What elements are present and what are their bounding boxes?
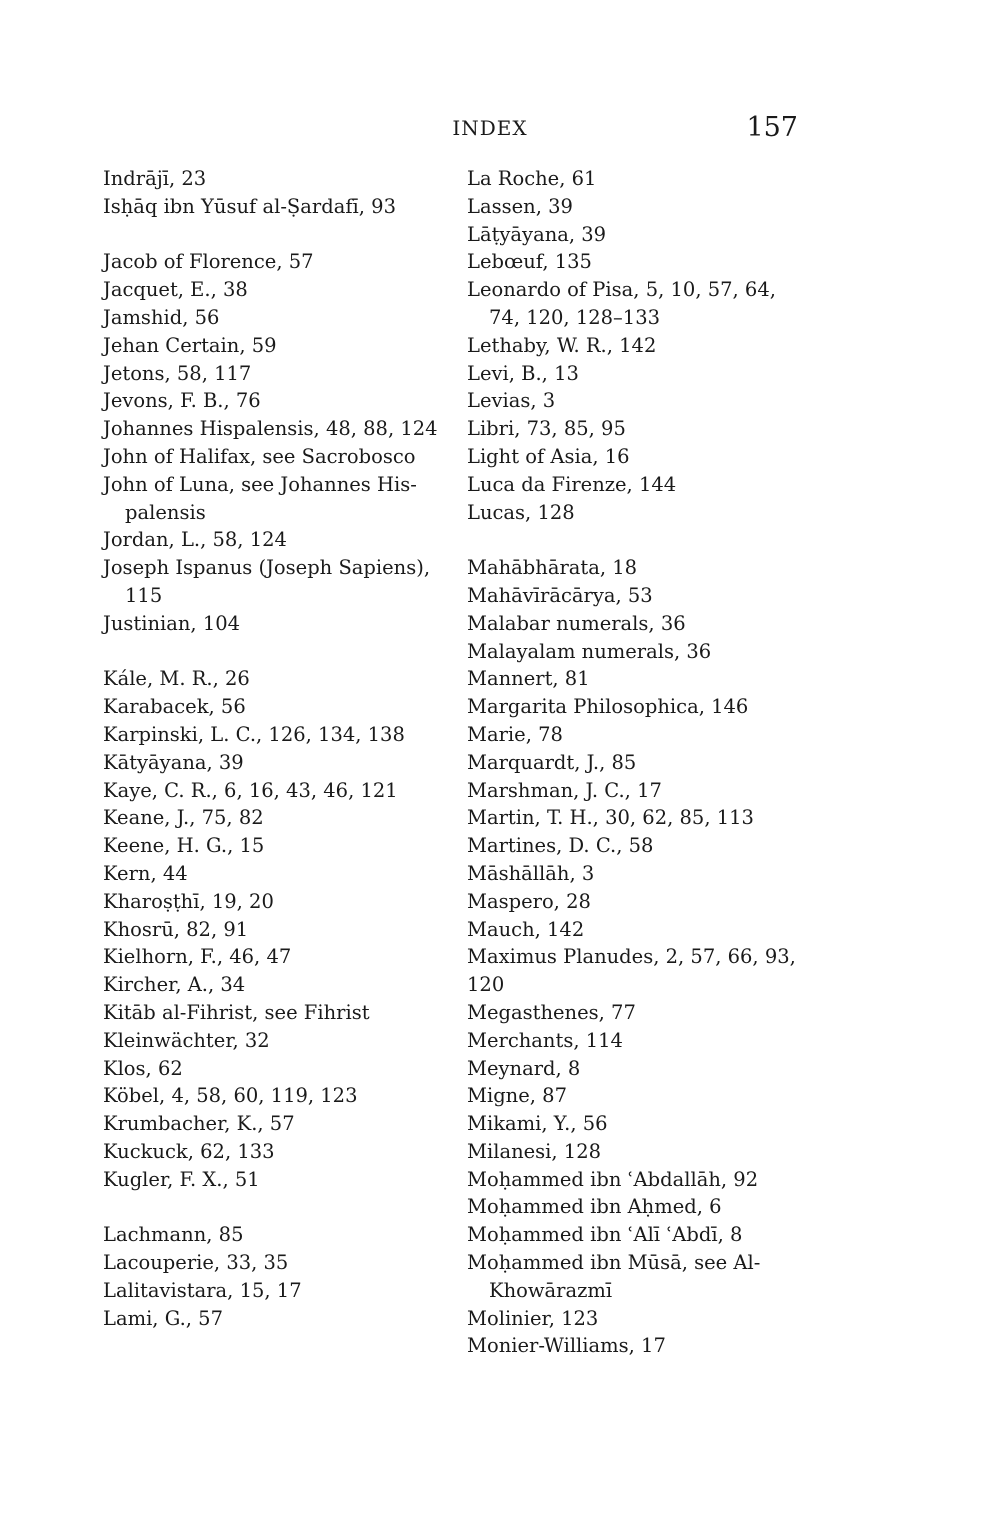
section-gap — [103, 638, 453, 666]
index-entry — [103, 248, 453, 276]
index-entry-text: Lami, G., 57 — [103, 1306, 223, 1330]
index-entry — [467, 276, 812, 332]
index-entry-text: Māshāllāh, 3 — [467, 861, 595, 885]
index-entry — [467, 610, 812, 638]
index-entry-text: Kitāb al-Fihrist, see Fihrist — [103, 1000, 370, 1024]
index-entry-text: Kugler, F. X., 51 — [103, 1167, 260, 1191]
index-entry — [467, 387, 812, 415]
index-entry-text: Jamshid, 56 — [103, 305, 220, 329]
index-entry-text: Merchants, 114 — [467, 1028, 623, 1052]
index-entry — [467, 777, 812, 805]
index-entry — [103, 1138, 453, 1166]
index-entry-text: Kātyāyana, 39 — [103, 750, 244, 774]
index-entry — [103, 276, 453, 304]
index-entry-text: Isḥāq ibn Yūsuf al-Ṣardafī, 93 — [103, 194, 396, 218]
index-entry-text: Moḥammed ibn ʿAlī ʿAbdī, 8 — [467, 1223, 743, 1247]
index-entry-text: Kuckuck, 62, 133 — [103, 1139, 275, 1163]
index-entry — [467, 888, 812, 916]
index-entry — [103, 1055, 453, 1083]
index-entry-text: Mahāvīrācārya, 53 — [467, 583, 653, 607]
index-entry — [467, 471, 812, 499]
index-entry-text: John of Luna, see Johannes His- — [103, 472, 417, 496]
index-entry-text: Meynard, 8 — [467, 1056, 581, 1080]
index-entry-text: Lucas, 128 — [467, 500, 575, 524]
index-entry — [103, 526, 453, 554]
index-entry — [103, 749, 453, 777]
index-entry-text: Indrājī, 23 — [103, 167, 207, 190]
index-entry — [103, 332, 453, 360]
index-entry-continuation: Khowārazmī — [489, 1278, 613, 1302]
index-entry — [467, 693, 812, 721]
index-entry — [103, 693, 453, 721]
index-entry — [103, 1305, 453, 1333]
index-entry-text: Kircher, A., 34 — [103, 973, 246, 997]
index-entry-text: Milanesi, 128 — [467, 1139, 602, 1163]
index-entry — [103, 1082, 453, 1110]
index-entry-text: Klos, 62 — [103, 1056, 183, 1080]
index-entry — [467, 248, 812, 276]
index-entry — [103, 415, 453, 443]
index-entry — [103, 1110, 453, 1138]
index-entry-text: Molinier, 123 — [467, 1306, 599, 1330]
index-entry-text: Kleinwächter, 32 — [103, 1028, 270, 1052]
index-entry — [467, 749, 812, 777]
index-entry-text: Köbel, 4, 58, 60, 119, 123 — [103, 1084, 358, 1108]
index-entry-text: Lassen, 39 — [467, 194, 573, 218]
index-entry-text: Krumbacher, K., 57 — [103, 1112, 295, 1136]
index-entry-continuation: palensis — [125, 500, 206, 524]
index-entry — [467, 1332, 812, 1360]
index-entry — [103, 777, 453, 805]
index-entry-text: Kaye, C. R., 6, 16, 43, 46, 121 — [103, 778, 398, 802]
index-entry — [103, 916, 453, 944]
index-entry-text: Joseph Ispanus (Joseph Sapiens), — [103, 556, 431, 580]
index-entry-text: Monier-Williams, 17 — [467, 1334, 666, 1358]
index-entry-text: Lāṭyāyana, 39 — [467, 222, 607, 246]
index-entry-text: Karpinski, L. C., 126, 134, 138 — [103, 722, 405, 746]
index-entry-continuation: 115 — [125, 583, 163, 607]
index-entry-text: Kielhorn, F., 46, 47 — [103, 945, 292, 969]
index-entry-text: Mauch, 142 — [467, 917, 585, 941]
index-entry-text: Maximus Planudes, 2, 57, 66, 93, 120 — [467, 945, 796, 997]
index-entry — [467, 554, 812, 582]
index-entry — [467, 415, 812, 443]
index-entry — [103, 860, 453, 888]
index-entry-text: Malayalam numerals, 36 — [467, 639, 712, 663]
index-entry — [467, 1249, 812, 1305]
index-entry — [467, 582, 812, 610]
index-entry — [103, 943, 453, 971]
index-entry — [467, 443, 812, 471]
index-entry-text: Maspero, 28 — [467, 889, 591, 913]
index-entry — [103, 665, 453, 693]
index-entry — [467, 999, 812, 1027]
index-entry — [467, 665, 812, 693]
index-entry — [103, 387, 453, 415]
index-entry-text: Kern, 44 — [103, 861, 188, 885]
index-entry — [467, 943, 812, 999]
index-entry-text: Justinian, 104 — [103, 611, 241, 635]
index-entry — [103, 471, 453, 527]
index-entry — [103, 888, 453, 916]
index-entry — [467, 165, 812, 193]
index-entry — [103, 554, 453, 610]
index-entry-text: Kále, M. R., 26 — [103, 667, 250, 691]
index-entry — [103, 1166, 453, 1194]
index-entry-text: Martines, D. C., 58 — [467, 834, 654, 858]
index-entry — [103, 165, 453, 193]
index-entry — [467, 1193, 812, 1221]
index-entry — [467, 1166, 812, 1194]
index-entry — [467, 332, 812, 360]
index-entry — [467, 860, 812, 888]
index-entry — [467, 1055, 812, 1083]
index-entry-text: Johannes Hispalensis, 48, 88, 124 — [103, 417, 438, 441]
index-entry-text: Moḥammed ibn Mūsā, see Al- — [467, 1251, 761, 1275]
index-entry — [103, 971, 453, 999]
index-entry-text: Migne, 87 — [467, 1084, 567, 1108]
index-entry — [103, 1249, 453, 1277]
index-entry-text: Lachmann, 85 — [103, 1223, 244, 1247]
index-entry-text: Malabar numerals, 36 — [467, 611, 686, 635]
index-entry-text: Jetons, 58, 117 — [103, 361, 252, 385]
index-entry-text: Leonardo of Pisa, 5, 10, 57, 64, — [467, 278, 776, 302]
index-entry — [467, 360, 812, 388]
index-entry — [467, 721, 812, 749]
index-entry-text: John of Halifax, see Sacrobosco — [103, 444, 416, 468]
index-entry-text: Keene, H. G., 15 — [103, 834, 265, 858]
index-entry — [103, 1221, 453, 1249]
index-entry-text: Lethaby, W. R., 142 — [467, 333, 657, 357]
index-entry-text: Lalitavistara, 15, 17 — [103, 1278, 302, 1302]
index-entry — [467, 193, 812, 221]
index-entry-text: Mannert, 81 — [467, 667, 590, 691]
index-entry-text: Moḥammed ibn ʿAbdallāh, 92 — [467, 1167, 759, 1191]
index-entry-text: Khosrū, 82, 91 — [103, 917, 249, 941]
index-entry — [103, 443, 453, 471]
index-entry-text: Libri, 73, 85, 95 — [467, 417, 626, 441]
index-entry-text: Marquardt, J., 85 — [467, 750, 637, 774]
index-entry-text: Jacob of Florence, 57 — [103, 250, 314, 274]
index-entry — [467, 1221, 812, 1249]
index-entry-text: Marshman, J. C., 17 — [467, 778, 662, 802]
index-entry-text: Jevons, F. B., 76 — [103, 389, 261, 413]
index-entry-text: Luca da Firenze, 144 — [467, 472, 677, 496]
index-entry — [467, 1110, 812, 1138]
index-entry-text: Moḥammed ibn Aḥmed, 6 — [467, 1195, 722, 1219]
index-entry-text: La Roche, 61 — [467, 167, 597, 190]
running-header: INDEX — [452, 116, 528, 140]
index-entry-text: Levi, B., 13 — [467, 361, 579, 385]
index-entry-text: Levias, 3 — [467, 389, 556, 413]
index-entry-text: Margarita Philosophica, 146 — [467, 695, 749, 719]
index-entry-text: Marie, 78 — [467, 722, 563, 746]
section-gap — [103, 1193, 453, 1221]
section-gap — [467, 526, 812, 554]
index-entry — [103, 832, 453, 860]
index-entry-text: Martin, T. H., 30, 62, 85, 113 — [467, 806, 754, 830]
index-entry — [467, 804, 812, 832]
index-entry — [467, 638, 812, 666]
index-entry — [103, 804, 453, 832]
index-entry-continuation: 74, 120, 128–133 — [489, 305, 661, 329]
index-entry-text: Jacquet, E., 38 — [103, 278, 248, 302]
index-entry-text: Keane, J., 75, 82 — [103, 806, 264, 830]
index-entry — [467, 916, 812, 944]
index-entry — [467, 1027, 812, 1055]
page-number: 157 — [746, 112, 798, 143]
index-entry-text: Karabacek, 56 — [103, 695, 246, 719]
index-entry-text: Lacouperie, 33, 35 — [103, 1251, 289, 1275]
index-entry-text: Lebœuf, 135 — [467, 250, 592, 274]
index-entry — [467, 1305, 812, 1333]
index-entry — [103, 1027, 453, 1055]
index-entry — [103, 360, 453, 388]
index-entry-text: Light of Asia, 16 — [467, 444, 630, 468]
index-entry-text: Mikami, Y., 56 — [467, 1112, 608, 1136]
section-gap — [103, 221, 453, 249]
index-entry-text: Kharoṣṭhī, 19, 20 — [103, 889, 274, 913]
index-entry — [103, 999, 453, 1027]
index-entry-text: Mahābhārata, 18 — [467, 556, 638, 580]
index-entry — [103, 721, 453, 749]
index-entry-text: Jordan, L., 58, 124 — [103, 528, 287, 552]
index-column-right — [467, 165, 812, 1360]
index-entry — [103, 304, 453, 332]
index-entry — [467, 1138, 812, 1166]
index-entry — [103, 610, 453, 638]
index-column-left — [103, 165, 453, 1332]
index-entry-text: Jehan Certain, 59 — [103, 333, 277, 357]
index-entry — [467, 221, 812, 249]
index-entry — [103, 193, 453, 221]
index-entry — [467, 832, 812, 860]
index-entry-text: Megasthenes, 77 — [467, 1000, 636, 1024]
index-entry — [467, 1082, 812, 1110]
index-entry — [103, 1277, 453, 1305]
index-entry — [467, 499, 812, 527]
